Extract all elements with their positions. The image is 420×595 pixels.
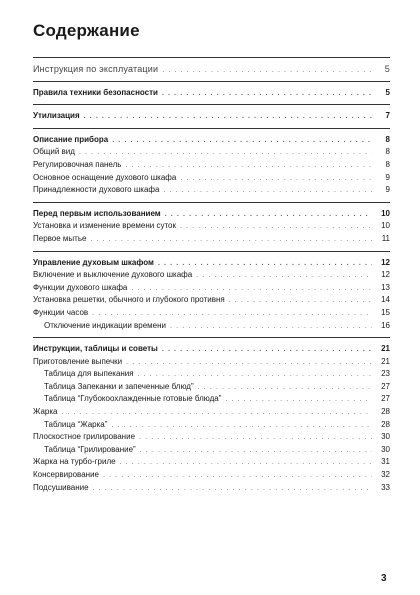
- toc-entry-page: 8: [385, 147, 390, 157]
- toc-entry-page: 9: [385, 172, 390, 182]
- toc-entry: [33, 146, 390, 159]
- toc-entry-label: Приготовление выпечки: [33, 356, 123, 366]
- toc-entry: [33, 482, 390, 495]
- toc-entry-label: Основное оснащение духового шкафа: [33, 172, 177, 182]
- toc-entry-label: Плоскостное грилирование: [33, 432, 136, 442]
- toc-entry-page: 14: [381, 295, 390, 305]
- toc-entry-page: 12: [381, 257, 390, 267]
- toc-leader-dots: [225, 394, 372, 407]
- toc-leader-dots: [196, 270, 372, 283]
- toc-leader-dots: [162, 344, 372, 357]
- toc-entry-label: Подсушивание: [33, 482, 89, 492]
- toc-entry-label: Принадлежности духового шкафа: [33, 185, 160, 195]
- toc-entry: [33, 257, 390, 270]
- toc-entry: [33, 63, 390, 76]
- toc-entry: [33, 343, 390, 356]
- toc-entry: [33, 269, 390, 282]
- toc-leader-dots: [198, 382, 372, 395]
- toc-entry-page: 16: [381, 320, 390, 330]
- toc-entry: [33, 320, 390, 333]
- toc-entry-label: Таблица “Жарка”: [44, 419, 108, 429]
- toc-leader-dots: [140, 445, 372, 458]
- toc-entry-page: 5: [385, 87, 390, 97]
- toc-entry-page: 8: [385, 159, 390, 169]
- toc-entry-page: 13: [381, 282, 390, 292]
- toc-entry-page: 27: [381, 394, 390, 404]
- toc-entry: [33, 444, 390, 457]
- toc-entry-label: Правила техники безопасности: [33, 87, 158, 97]
- toc-entry-label: Утилизация: [33, 111, 80, 121]
- toc-entry-page: 31: [381, 457, 390, 467]
- toc-entry-page: 27: [381, 381, 390, 391]
- toc-entry-label: Включение и выключение духового шкафа: [33, 270, 193, 280]
- toc-entry-page: 9: [385, 185, 390, 195]
- toc-section: [33, 81, 390, 100]
- toc-section: [33, 128, 390, 197]
- toc-section: [33, 337, 390, 494]
- toc-section: [33, 104, 390, 123]
- toc-entry-label: Функции духового шкафа: [33, 282, 128, 292]
- toc-entry: [33, 87, 390, 100]
- toc-leader-dots: [229, 295, 372, 308]
- toc-entry-label: Жарка на турбо-гриле: [33, 457, 116, 467]
- toc-leader-dots: [170, 321, 372, 334]
- toc-entry: [33, 368, 390, 381]
- toc-entry-label: Установка решетки, обычного и глубокого противня: [33, 295, 225, 305]
- toc-entry: [33, 208, 390, 221]
- toc-entry: [33, 381, 390, 394]
- toc-entry-page: 15: [381, 307, 390, 317]
- toc-leader-dots: [165, 209, 372, 222]
- toc-entry-page: 5: [384, 64, 390, 74]
- toc-entry-label: Таблица “Грилирование”: [44, 444, 136, 454]
- toc-entry-label: Установка и изменение времени суток: [33, 221, 176, 231]
- toc-leader-dots: [126, 357, 372, 370]
- toc-entry-label: Инструкции, таблицы и советы: [33, 344, 158, 354]
- toc-entry: [33, 159, 390, 172]
- toc-entry: [33, 469, 390, 482]
- toc-leader-dots: [162, 65, 372, 78]
- toc-entry-page: 28: [381, 407, 390, 417]
- toc-leader-dots: [111, 420, 372, 433]
- toc-leader-dots: [62, 407, 373, 420]
- toc-entry-label: Регулировочная панель: [33, 159, 122, 169]
- toc-entry-label: Таблица для выпекания: [44, 369, 134, 379]
- toc-leader-dots: [84, 111, 372, 124]
- toc-entry-page: 21: [381, 356, 390, 366]
- toc-entry-page: 28: [381, 419, 390, 429]
- toc-entry-label: Отключение индикации времени: [44, 320, 167, 330]
- toc-entry-label: Таблица Запеканки и запеченные блюд”: [44, 381, 194, 391]
- toc-entry-label: Инструкция по эксплуатации: [33, 64, 159, 74]
- toc-entry-page: 30: [381, 432, 390, 442]
- toc-leader-dots: [112, 135, 372, 148]
- toc-leader-dots: [79, 147, 372, 160]
- toc-leader-dots: [180, 221, 372, 234]
- toc-entry: [33, 282, 390, 295]
- toc-entry-label: Жарка: [33, 407, 58, 417]
- toc-leader-dots: [103, 470, 372, 483]
- toc-entry-page: 7: [385, 111, 390, 121]
- toc-entry-page: 32: [381, 470, 390, 480]
- toc-leader-dots: [90, 234, 372, 247]
- toc-entry: [33, 456, 390, 469]
- toc-entry-page: 11: [381, 233, 390, 243]
- toc-entry-label: Консервирование: [33, 470, 99, 480]
- toc-section: [33, 202, 390, 246]
- toc-entry-page: 10: [381, 208, 390, 218]
- toc-leader-dots: [163, 185, 372, 198]
- toc-leader-dots: [120, 457, 372, 470]
- page-title: Содержание: [33, 21, 140, 40]
- toc-entry: [33, 184, 390, 197]
- toc-leader-dots: [139, 432, 372, 445]
- toc-section: [33, 251, 390, 333]
- toc-entry: [33, 233, 390, 246]
- toc-entry: [33, 406, 390, 419]
- toc-entry-page: 8: [385, 134, 390, 144]
- page-number: 3: [381, 573, 387, 584]
- toc-entry-label: Описание прибора: [33, 134, 109, 144]
- toc-entry-label: Первое мытье: [33, 233, 87, 243]
- toc-entry: [33, 172, 390, 185]
- toc-entry-page: 12: [381, 270, 390, 280]
- toc-entry: [33, 431, 390, 444]
- toc-entry-label: Общий вид: [33, 147, 75, 157]
- toc-section: [33, 57, 390, 76]
- toc-entry: [33, 220, 390, 233]
- toc-entry-page: 10: [381, 221, 390, 231]
- toc-entry: [33, 356, 390, 369]
- toc-entry-label: Таблица “Глубокоохлажденные готовые блюда”: [44, 394, 222, 404]
- toc-entry-page: 30: [381, 444, 390, 454]
- toc-entry-page: 33: [381, 482, 390, 492]
- toc-entry-label: Функции часов: [33, 307, 89, 317]
- toc-entry: [33, 134, 390, 147]
- toc-entry: [33, 307, 390, 320]
- toc-entry-label: Перед первым использованием: [33, 208, 161, 218]
- toc-entry: [33, 294, 390, 307]
- toc-entry-label: Управление духовым шкафом: [33, 257, 154, 267]
- toc-leader-dots: [180, 173, 372, 186]
- toc-entry: [33, 110, 390, 123]
- toc-entry: [33, 419, 390, 432]
- toc-entry: [33, 393, 390, 406]
- toc-leader-dots: [93, 483, 372, 496]
- toc-entry-page: 21: [381, 344, 390, 354]
- toc-entry-page: 23: [381, 369, 390, 379]
- table-of-contents: [33, 57, 390, 494]
- toc-leader-dots: [162, 88, 372, 101]
